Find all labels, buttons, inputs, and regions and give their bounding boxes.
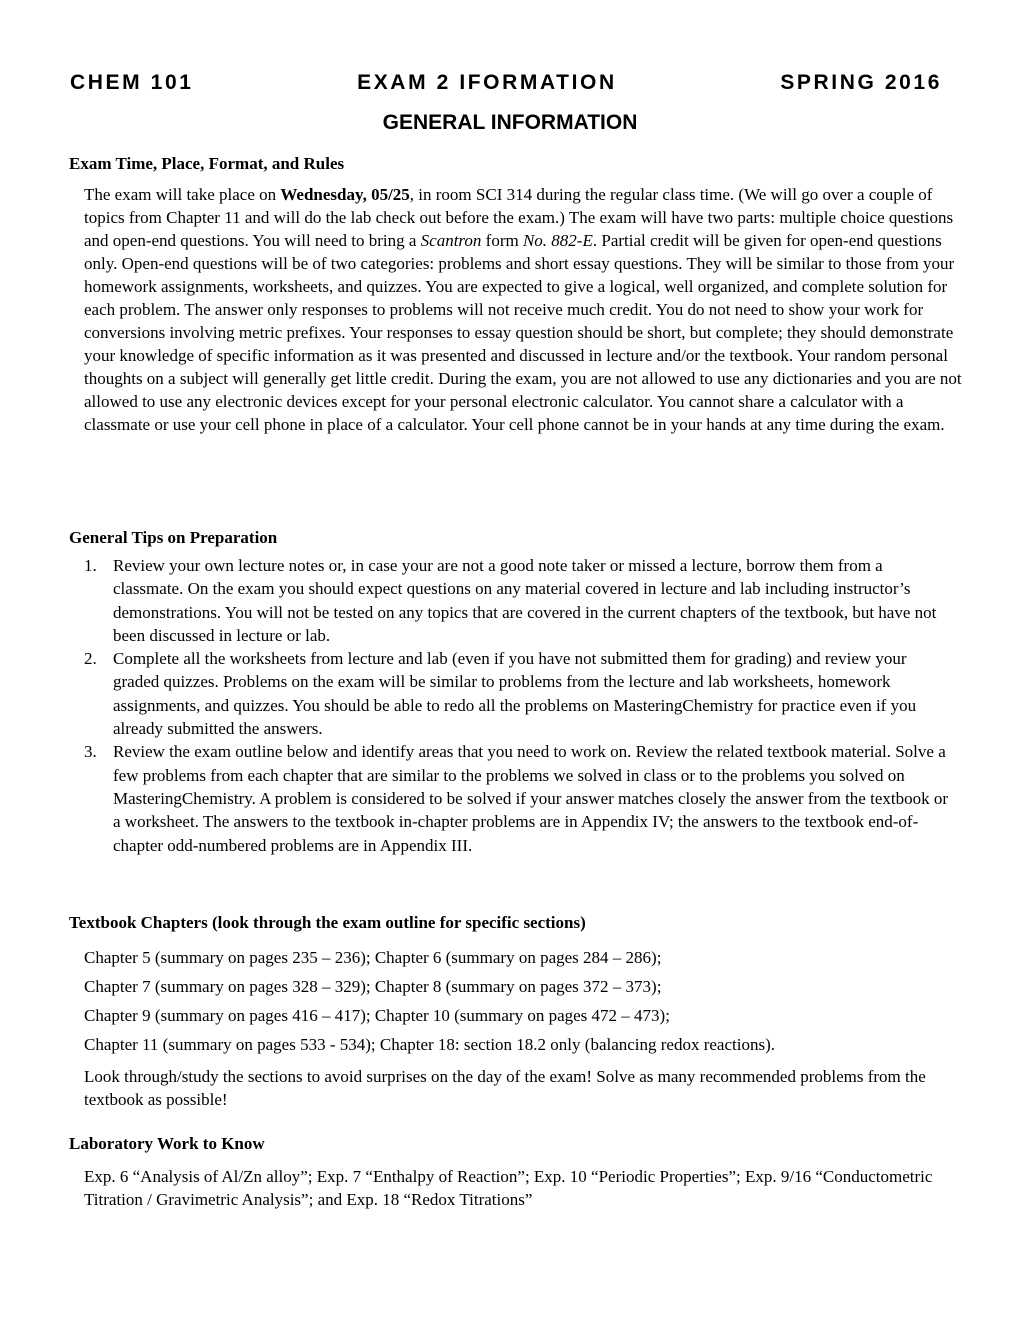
rules-text-part: form	[481, 231, 523, 250]
chapters-note: Look through/study the sections to avoid surprises on the day of the exam! Solve as many recommended problems from the textbook as possible!	[84, 1067, 926, 1109]
list-item-number: 2.	[84, 649, 97, 669]
list-item	[84, 740, 956, 856]
form-number: No. 882-E	[522, 231, 593, 250]
chapter-line: Chapter 7 (summary on pages 328 – 329); Chapter 8 (summary on pages 372 – 373);	[84, 977, 662, 996]
chapter-line: Chapter 9 (summary on pages 416 – 417); Chapter 10 (summary on pages 472 – 473);	[84, 1006, 670, 1025]
scantron-term: Scantron	[420, 231, 482, 250]
exam-rules-text	[84, 183, 964, 436]
course-title: CHEM 101	[70, 71, 194, 94]
list-item-text: Complete all the worksheets from lecture and lab (even if you have not submitted them for grading) and review your graded quizzes. Problems on the exam will be similar to problems from the lecture and lab worksheets, homework assignments, and quizzes. You should be able to redo all the problems on MasteringChemistry for practice even if you already submitted the answers.	[113, 649, 917, 739]
rules-text-part: , in room SCI 314 during the regular class time. (We will go over a couple of topics from Chapter 11 and will do the lab check out before the exam.) The exam will have two parts: multiple choice questions and open-end questions. You will need to bring a	[84, 185, 954, 250]
page-header	[70, 68, 942, 98]
lab-work-heading: Laboratory Work to Know	[69, 1134, 265, 1153]
exam-rules-heading: Exam Time, Place, Format, and Rules	[69, 154, 345, 173]
preparation-tips-heading: General Tips on Preparation	[69, 528, 278, 547]
list-item-number: 3.	[84, 742, 97, 762]
exam-date: Wednesday, 05/25	[280, 185, 410, 204]
exam-title: EXAM 2 IFORMATION	[357, 71, 617, 94]
list-item-text: Review your own lecture notes or, in case your are not a good note taker or missed a lecture, borrow them from a classmate. On the exam you should expect questions on any material covered in lecture and lab including instructor’s demonstrations. You will not be tested on any topics that are covered in the current chapters of the textbook, but have not been discussed in lecture or lab.	[113, 556, 937, 645]
textbook-chapters-heading: Textbook Chapters (look through the exam outline for specific sections)	[69, 913, 586, 932]
section-subtitle: GENERAL INFORMATION	[382, 111, 638, 134]
list-item	[84, 647, 956, 740]
chapter-list	[84, 943, 964, 1059]
list-item-text: Review the exam outline below and identify areas that you need to work on. Review the related textbook material. Solve a few problems from each chapter that are similar to the problems we solved in class or to the problems you solved on MasteringChemistry. A problem is considered to be solved if your answer matches closely the answer from the textbook or a worksheet. The answers to the textbook in-chapter problems are in Appendix IV; the answers to the textbook end-of-chapter odd-numbered problems are in Appendix III.	[113, 742, 949, 855]
rules-text-part: The exam will take place on	[84, 185, 281, 204]
preparation-tips-list	[84, 554, 956, 857]
exam-rules-paragraph	[84, 183, 964, 436]
chapter-line: Chapter 11 (summary on pages 533 - 534); Chapter 18: section 18.2 only (balancing redox reactions).	[84, 1035, 775, 1054]
lab-work-text: Exp. 6 “Analysis of Al/Zn alloy”; Exp. 7 “Enthalpy of Reaction”; Exp. 10 “Periodic Properties”; Exp. 9/16 “Conductometric Titration / Gravimetric Analysis”; and Exp. 18 “Redox Titrations”	[84, 1167, 933, 1209]
rules-text-part: . Partial credit will be given for open-end questions only. Open-end questions will be of two categories: problems and short essay questions. They will be similar to those from your homework assignments, worksheets, and quizzes. You are expected to give a logical, well organized, and complete solution for each problem. The answer only responses to problems will not receive much credit. You do not need to show your work for conversions involving metric prefixes. Your responses to essay question should be short, but complete; they should demonstrate your knowledge of specific information as it was presented and discussed in lecture and/or the textbook. Your random personal thoughts on a subject will generally get little credit. During the exam, you are not allowed to use any dictionaries and you are not allowed to use any electronic devices except for your personal electronic calculator. You cannot share a calculator with a classmate or use your cell phone in place of a calculator. Your cell phone cannot be in your hands at any time during the exam.	[84, 231, 962, 434]
list-item	[84, 554, 956, 647]
chapter-line: Chapter 5 (summary on pages 235 – 236); Chapter 6 (summary on pages 284 – 286);	[84, 948, 662, 967]
list-item-number: 1.	[84, 556, 97, 575]
term-title: SPRING 2016	[780, 71, 942, 94]
